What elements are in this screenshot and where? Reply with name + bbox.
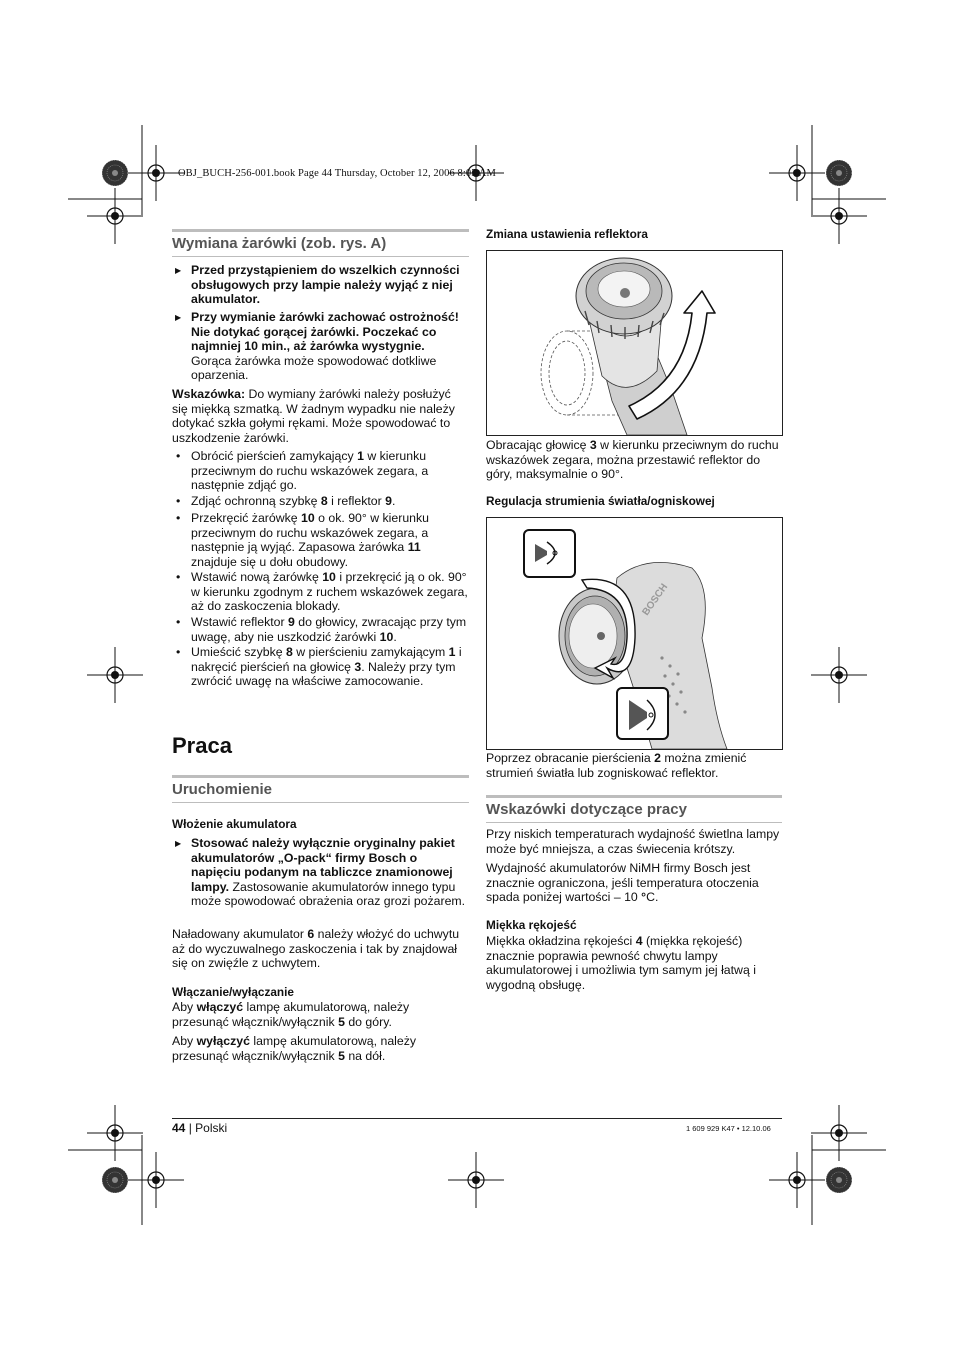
subheading-reflector-adjust: Zmiana ustawienia reflektora bbox=[486, 227, 648, 241]
note-soft-cloth: Wskazówka: Do wymiany żarówki należy posłużyć się miękką szmatką. W żadnym wypadku nie należy dotykać szkła gołymi rękami. Może spowodować to uszkodzenie żarówki. bbox=[172, 387, 455, 445]
paragraph-soft-grip: Miękka okładzina rękojeści 4 (miękka rękojeść) znacznie poprawia pewność chwytu lampy akumulatorowej i umożliwia tym samym jej łatwą i wygodną obsługę. bbox=[486, 934, 756, 992]
list-item: • Wstawić reflektor 9 do głowicy, zwracając przy tym uwagę, aby nie uszkodzić żarówki 10. bbox=[172, 615, 469, 644]
paragraph-switch-off: Aby wyłączyć lampę akumulatorową, należy przesunąć włącznik/wyłącznik 5 na dół. bbox=[172, 1034, 417, 1063]
section-title-working-tips: Wskazówki dotyczące pracy bbox=[486, 795, 782, 823]
subheading-soft-grip: Miękka rękojeść bbox=[486, 918, 577, 932]
subheading-on-off: Włączanie/wyłączanie bbox=[172, 985, 294, 999]
lamp-focus-illustration bbox=[487, 518, 782, 749]
subheading-insert-battery: Włożenie akumulatora bbox=[172, 817, 297, 831]
list-item: • Zdjąć ochronną szybkę 8 i reflektor 9. bbox=[172, 494, 469, 509]
book-header: OBJ_BUCH-256-001.book Page 44 Thursday, October 12, 2006 8:05 AM bbox=[178, 168, 496, 179]
footer-rule bbox=[172, 1118, 782, 1119]
caption-reflector: Obracając głowicę 3 w kierunku przeciwnym do ruchu wskazówek zegara, można przestawić reflektor do góry, maksymalnie o 90°. bbox=[486, 438, 779, 482]
subheading-beam-focus: Regulacja strumienia światła/ogniskowej bbox=[486, 494, 715, 508]
list-item: • Wstawić nową żarówkę 10 i przekręcić ją o ok. 90° w kierunku zgodnym z ruchem wskazówek zegara, aż do zaskoczenia blokady. bbox=[172, 570, 469, 614]
paragraph-nimh-battery: Wydajność akumulatorów NiMH firmy Bosch jest znacznie ograniczona, jeśli temperatura otoczenia spada poniżej wartości – 10 °C. bbox=[486, 861, 759, 905]
paragraph-insert-battery: Naładowany akumulator 6 należy włożyć do uchwytu aż do wyczuwalnego zaskoczenia i tak by znajdował się on zwięźle z uchwytem. bbox=[172, 927, 460, 971]
figure-beam-focus bbox=[486, 517, 783, 750]
warning-original-battery: ▶ Stosować należy wyłącznie oryginalny pakiet akumulatorów „O-pack“ firmy Bosch o napięciu podanym na tabliczce znamionowej lampy. Zastosowanie akumulatorów innego typu może spowodować obrażenia oraz grozi pożarem. bbox=[172, 836, 469, 909]
paragraph-low-temperature: Przy niskich temperaturach wydajność świetlna lampy może być mniejsza, a czas świecenia krótszy. bbox=[486, 827, 780, 856]
document-code: 1 609 929 K47 • 12.10.06 bbox=[686, 1124, 771, 1133]
list-item: • Obrócić pierścień zamykający 1 w kierunku przeciwnym do ruchu wskazówek zegara, a następnie zdjąć go. bbox=[172, 449, 469, 493]
paragraph-switch-on: Aby włączyć lampę akumulatorową, należy przesunąć włącznik/wyłącznik 5 do góry. bbox=[172, 1000, 410, 1029]
list-item: • Umieścić szybkę 8 w pierścieniu zamykającym 1 i nakręcić pierścień na głowicę 3. Należy przy tym zwrócić uwagę na właściwe zamocowanie. bbox=[172, 645, 469, 689]
caption-beam-focus: Poprzez obracanie pierścienia 2 można zmienić strumień światła lub zogniskować reflektor. bbox=[486, 751, 747, 780]
section-title-startup: Uruchomienie bbox=[172, 775, 469, 803]
bosch-logo: BOSCH bbox=[640, 581, 671, 618]
wide-beam-icon bbox=[524, 530, 575, 577]
lamp-head-illustration bbox=[487, 251, 782, 435]
page-number: 44 | Polski bbox=[172, 1121, 228, 1135]
warning-remove-battery: ▶ Przed przystąpieniem do wszelkich czynności obsługowych przy lampie należy wyjąć z niej akumulator. bbox=[172, 263, 469, 307]
chapter-title: Praca bbox=[172, 733, 232, 758]
list-item: • Przekręcić żarówkę 10 o ok. 90° w kierunku przeciwnym do ruchu wskazówek zegara, a następnie ją wyjąć. Zapasowa żarówka 11 znajduje się u dołu obudowy. bbox=[172, 511, 469, 569]
section-title-bulb-replacement: Wymiana żarówki (zob. rys. A) bbox=[172, 229, 469, 257]
warning-hot-bulb: ▶ Przy wymianie żarówki zachować ostrożność! Nie dotykać gorącej żarówki. Poczekać co najmniej 10 min., aż żarówka wystygnie. Gorąca żarówka może spowodować dotkliwe oparzenia. bbox=[172, 310, 469, 383]
figure-reflector-rotation bbox=[486, 250, 783, 436]
